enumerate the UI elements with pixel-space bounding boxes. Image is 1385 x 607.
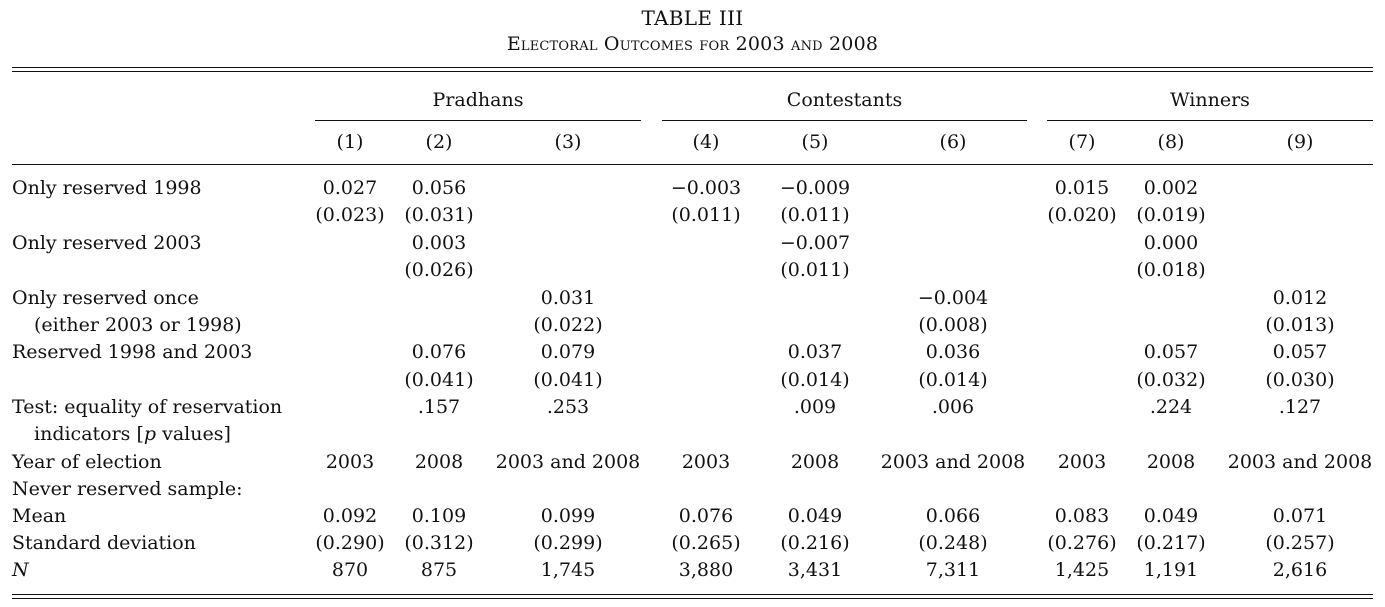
cell-reserved-both-se-col8: (0.032) — [1136, 369, 1206, 391]
label-text-post: values] — [156, 423, 231, 445]
cell-reserved-both-se-col3: (0.041) — [533, 369, 603, 391]
cell-year-of-election-col1: 2003 — [325, 451, 375, 473]
cell-test-p-value-col3: .253 — [546, 396, 590, 418]
column-number-5: (5) — [801, 131, 829, 153]
cell-reserved-both-se-col9: (0.030) — [1265, 369, 1335, 391]
row-label-test-equality: Test: equality of reservation — [12, 396, 283, 418]
cell-only-reserved-1998-se-col4: (0.011) — [671, 204, 741, 226]
cell-reserved-both-coef-col8: 0.057 — [1143, 341, 1199, 363]
cell-year-of-election-col2: 2008 — [414, 451, 464, 473]
column-number-7: (7) — [1068, 131, 1096, 153]
cell-n-obs-col8: 1,191 — [1143, 559, 1199, 581]
column-number-1: (1) — [336, 131, 364, 153]
cell-only-reserved-1998-coef-col2: 0.056 — [411, 177, 467, 199]
row-label-only-reserved-2003: Only reserved 2003 — [12, 232, 202, 254]
cell-only-reserved-1998-coef-col4: −0.003 — [670, 177, 742, 199]
group-header-pradhans: Pradhans — [432, 89, 524, 111]
cell-only-reserved-1998-coef-col1: 0.027 — [322, 177, 378, 199]
column-number-9: (9) — [1286, 131, 1314, 153]
header-rule — [12, 164, 1373, 165]
cell-std-dev-col6: (0.248) — [918, 532, 988, 554]
cell-reserved-both-se-col5: (0.014) — [780, 369, 850, 391]
winners-rule — [1047, 120, 1373, 121]
pradhans-rule — [315, 120, 641, 121]
cell-only-reserved-2003-coef-col8: 0.000 — [1143, 232, 1199, 254]
table-title-block — [0, 6, 1385, 56]
cell-year-of-election-col9: 2003 and 2008 — [1227, 451, 1373, 473]
cell-n-obs-col4: 3,880 — [678, 559, 734, 581]
cell-year-of-election-col7: 2003 — [1057, 451, 1107, 473]
top-rule-2 — [12, 71, 1373, 72]
row-label-standard-deviation: Standard deviation — [12, 532, 196, 554]
cell-only-reserved-2003-coef-col2: 0.003 — [411, 232, 467, 254]
cell-year-of-election-col3: 2003 and 2008 — [495, 451, 641, 473]
contestants-rule — [662, 120, 1027, 121]
cell-std-dev-col9: (0.257) — [1265, 532, 1335, 554]
cell-n-obs-col7: 1,425 — [1054, 559, 1110, 581]
cell-only-reserved-1998-se-col7: (0.020) — [1047, 204, 1117, 226]
cell-only-reserved-2003-se-col5: (0.011) — [780, 259, 850, 281]
cell-reserved-both-coef-col9: 0.057 — [1272, 341, 1328, 363]
cell-year-of-election-col4: 2003 — [681, 451, 731, 473]
cell-n-obs-col9: 2,616 — [1272, 559, 1328, 581]
cell-reserved-both-se-col6: (0.014) — [918, 369, 988, 391]
cell-std-dev-col4: (0.265) — [671, 532, 741, 554]
cell-only-reserved-1998-coef-col7: 0.015 — [1054, 177, 1110, 199]
cell-mean-col2: 0.109 — [411, 505, 467, 527]
cell-n-obs-col5: 3,431 — [787, 559, 843, 581]
cell-only-reserved-1998-se-col2: (0.031) — [404, 204, 474, 226]
column-number-6: (6) — [939, 131, 967, 153]
cell-mean-col3: 0.099 — [540, 505, 596, 527]
column-number-8: (8) — [1157, 131, 1185, 153]
row-label-either-2003-or-1998: (either 2003 or 1998) — [34, 314, 242, 336]
cell-only-reserved-once-coef-col9: 0.012 — [1272, 287, 1328, 309]
cell-only-reserved-1998-se-col5: (0.011) — [780, 204, 850, 226]
cell-reserved-both-coef-col2: 0.076 — [411, 341, 467, 363]
cell-mean-col8: 0.049 — [1143, 505, 1199, 527]
bottom-rule-1 — [12, 594, 1373, 595]
cell-test-p-value-col8: .224 — [1149, 396, 1193, 418]
cell-n-obs-col2: 875 — [420, 559, 458, 581]
cell-only-reserved-once-coef-col6: −0.004 — [917, 287, 989, 309]
p-symbol: p — [143, 423, 157, 445]
row-label-reserved-1998-and-2003: Reserved 1998 and 2003 — [12, 341, 253, 363]
cell-std-dev-col5: (0.216) — [780, 532, 850, 554]
cell-only-reserved-once-se-col6: (0.008) — [918, 314, 988, 336]
cell-only-reserved-1998-coef-col8: 0.002 — [1143, 177, 1199, 199]
cell-mean-col7: 0.083 — [1054, 505, 1110, 527]
cell-std-dev-col8: (0.217) — [1136, 532, 1206, 554]
cell-reserved-both-coef-col3: 0.079 — [540, 341, 596, 363]
cell-only-reserved-2003-se-col8: (0.018) — [1136, 259, 1206, 281]
cell-mean-col6: 0.066 — [925, 505, 981, 527]
cell-n-obs-col1: 870 — [331, 559, 369, 581]
row-label-only-reserved-1998: Only reserved 1998 — [12, 177, 202, 199]
cell-mean-col1: 0.092 — [322, 505, 378, 527]
column-number-3: (3) — [554, 131, 582, 153]
cell-n-obs-col6: 7,311 — [925, 559, 981, 581]
cell-only-reserved-1998-coef-col5: −0.009 — [779, 177, 851, 199]
cell-reserved-both-coef-col6: 0.036 — [925, 341, 981, 363]
cell-year-of-election-col6: 2003 and 2008 — [880, 451, 1026, 473]
cell-test-p-value-col5: .009 — [793, 396, 837, 418]
row-label-mean: Mean — [12, 505, 67, 527]
cell-std-dev-col2: (0.312) — [404, 532, 474, 554]
cell-mean-col4: 0.076 — [678, 505, 734, 527]
cell-mean-col5: 0.049 — [787, 505, 843, 527]
cell-only-reserved-1998-se-col1: (0.023) — [315, 204, 385, 226]
cell-std-dev-col1: (0.290) — [315, 532, 385, 554]
top-rule-1 — [12, 67, 1373, 68]
cell-only-reserved-1998-se-col8: (0.019) — [1136, 204, 1206, 226]
cell-year-of-election-col8: 2008 — [1146, 451, 1196, 473]
row-label-n: N — [12, 559, 29, 581]
cell-std-dev-col7: (0.276) — [1047, 532, 1117, 554]
cell-test-p-value-col9: .127 — [1278, 396, 1322, 418]
cell-reserved-both-coef-col5: 0.037 — [787, 341, 843, 363]
cell-year-of-election-col5: 2008 — [790, 451, 840, 473]
cell-only-reserved-once-se-col9: (0.013) — [1265, 314, 1335, 336]
bottom-rule-2 — [12, 598, 1373, 599]
row-label-indicators-p-values — [34, 422, 231, 446]
cell-only-reserved-once-coef-col3: 0.031 — [540, 287, 596, 309]
row-label-never-reserved-sample: Never reserved sample: — [12, 478, 243, 500]
cell-only-reserved-2003-se-col2: (0.026) — [404, 259, 474, 281]
column-number-4: (4) — [692, 131, 720, 153]
cell-reserved-both-se-col2: (0.041) — [404, 369, 474, 391]
group-header-winners: Winners — [1170, 89, 1250, 111]
cell-std-dev-col3: (0.299) — [533, 532, 603, 554]
cell-test-p-value-col6: .006 — [931, 396, 975, 418]
cell-test-p-value-col2: .157 — [417, 396, 461, 418]
row-label-year-of-election: Year of election — [12, 451, 162, 473]
cell-only-reserved-once-se-col3: (0.022) — [533, 314, 603, 336]
label-text-pre: indicators [ — [34, 423, 144, 445]
cell-n-obs-col3: 1,745 — [540, 559, 596, 581]
table-number: TABLE III — [641, 6, 744, 30]
cell-mean-col9: 0.071 — [1272, 505, 1328, 527]
table-caption: Electoral Outcomes for 2003 and 2008 — [506, 33, 879, 55]
group-header-contestants: Contestants — [786, 89, 903, 111]
cell-only-reserved-2003-coef-col5: −0.007 — [779, 232, 851, 254]
column-number-2: (2) — [425, 131, 453, 153]
row-label-only-reserved-once: Only reserved once — [12, 287, 199, 309]
